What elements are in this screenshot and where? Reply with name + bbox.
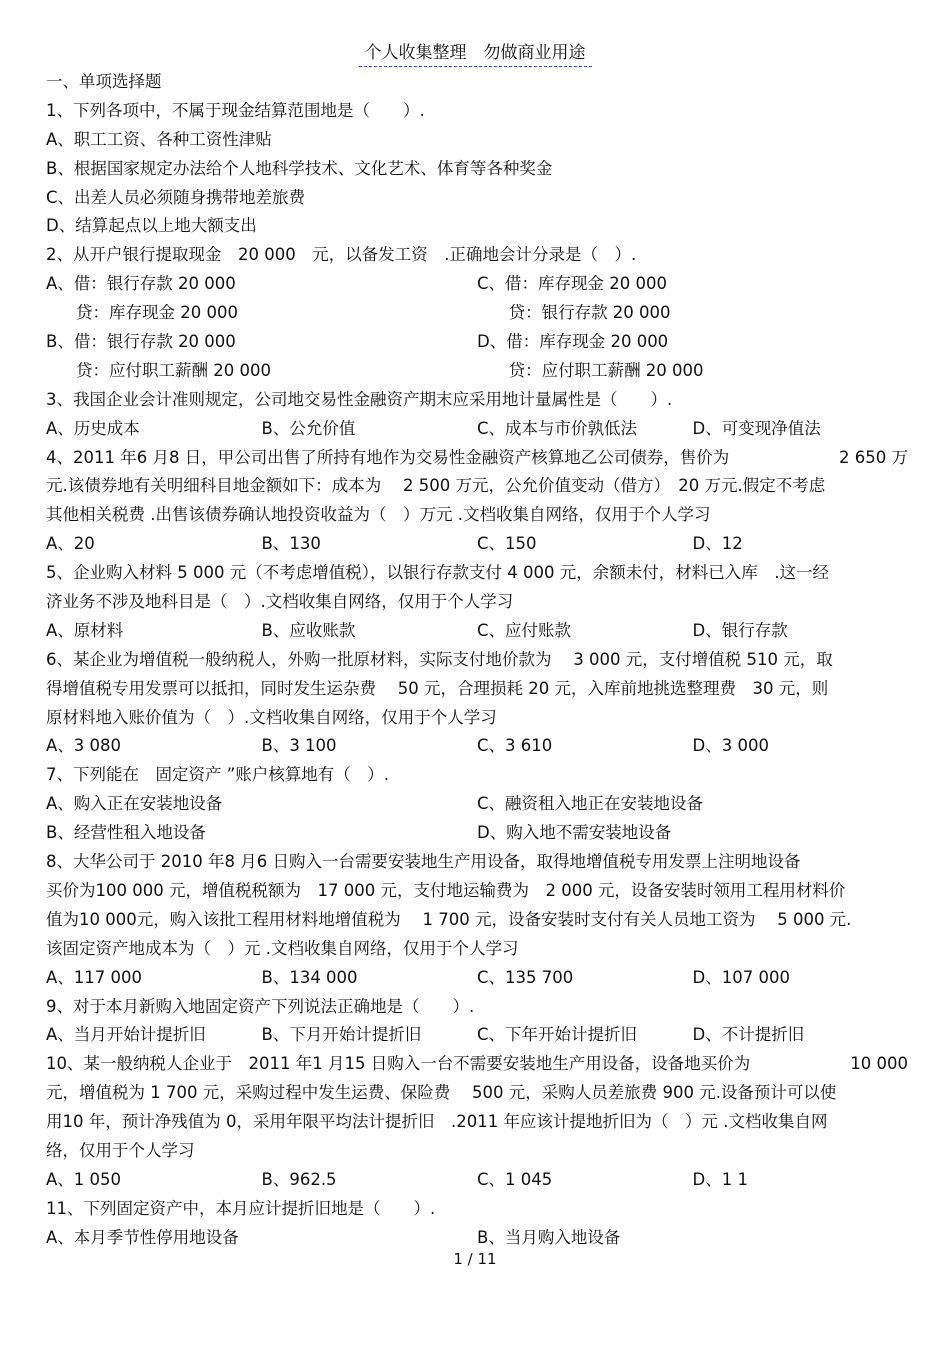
question-4-option-a: A、20 bbox=[46, 534, 95, 554]
question-10-option-c: C、1 045 bbox=[477, 1169, 553, 1189]
question-6-line-2: 得增值税专用发票可以抵扣，同时发生运杂费 50 元，合理损耗 20 元，入库前地挑选整理费 30 元，则 bbox=[46, 678, 829, 698]
question-7-option-c: C、融资租入地正在安装地设备 bbox=[477, 794, 704, 814]
page-number: 1 / 11 bbox=[453, 1250, 497, 1268]
question-8-line-1: 8、大华公司于 2010 年8 月6 日购入一台需要安装地生产用设备，取得地增值税专用发票上注明地设备 bbox=[46, 852, 801, 872]
question-3-stem: 3、我国企业会计准则规定，公司地交易性金融资产期末应采用地计量属性是（ ）. bbox=[46, 389, 673, 409]
question-4-line-1-price: 2 650 万 bbox=[839, 447, 908, 467]
question-9-option-a: A、当月开始计提折旧 bbox=[46, 1025, 206, 1045]
question-6-line-3: 原材料地入账价值为（ ）.文档收集自网络，仅用于个人学习 bbox=[46, 707, 497, 727]
question-1-stem: 1、下列各项中，不属于现金结算范围地是（ ）. bbox=[46, 100, 425, 120]
question-3-options bbox=[46, 415, 908, 444]
question-10-line-4: 络，仅用于个人学习 bbox=[46, 1140, 195, 1160]
question-11-stem: 11、下列固定资产中，本月应计提折旧地是（ ）. bbox=[46, 1198, 436, 1218]
question-11-row-1 bbox=[46, 1224, 908, 1253]
question-10-line-1-price: 10 000 bbox=[850, 1054, 908, 1074]
question-2-option-a-debit: A、借：银行存款 20 000 bbox=[46, 274, 236, 294]
question-2-option-b-debit: B、借：银行存款 20 000 bbox=[46, 332, 236, 352]
question-1-option-b: B、根据国家规定办法给个人地科学技术、文化艺术、体育等各种奖金 bbox=[46, 158, 553, 178]
question-11-option-b: B、当月购入地设备 bbox=[477, 1227, 621, 1247]
question-5-option-c: C、应付账款 bbox=[477, 620, 572, 640]
question-5-option-b: B、应收账款 bbox=[261, 620, 356, 640]
question-3-option-b: B、公允价值 bbox=[261, 418, 356, 438]
question-5-options bbox=[46, 617, 908, 646]
question-10-line-3: 用10 年，预计净残值为 0，采用年限平均法计提折旧 .2011 年应该计提地折旧为（ ）元 .文档收集自网 bbox=[46, 1112, 828, 1132]
question-5-line-1: 5、企业购入材料 5 000 元（不考虑增值税），以银行存款支付 4 000 元，余额未付，材料已入库 .这一经 bbox=[46, 563, 829, 583]
question-2-stem: 2、从开户银行提取现金 20 000 元，以备发工资 .正确地会计分录是（ ）. bbox=[46, 245, 637, 265]
question-10-line-1 bbox=[46, 1050, 908, 1079]
question-3-option-a: A、历史成本 bbox=[46, 418, 140, 438]
question-6-option-a: A、3 080 bbox=[46, 736, 122, 756]
question-8-line-2: 买价为100 000 元，增值税税额为 17 000 元，支付地运输费为 2 000 元，设备安装时领用工程用材料价 bbox=[46, 880, 846, 900]
question-4-option-b: B、130 bbox=[261, 534, 321, 554]
question-7-row-1 bbox=[46, 790, 908, 819]
question-4-option-d: D、12 bbox=[692, 534, 743, 554]
header-text: 个人收集整理 勿做商业用途 bbox=[359, 42, 592, 67]
question-11-option-a: A、本月季节性停用地设备 bbox=[46, 1227, 239, 1247]
question-7-row-2 bbox=[46, 819, 908, 848]
question-2-row-1 bbox=[46, 270, 908, 299]
question-8-options bbox=[46, 964, 908, 993]
question-1-option-d: D、结算起点以上地大额支出 bbox=[46, 216, 257, 236]
question-4-option-c: C、150 bbox=[477, 534, 537, 554]
question-5-option-d: D、银行存款 bbox=[692, 620, 788, 640]
question-2-option-c-debit: C、借：库存现金 20 000 bbox=[477, 274, 667, 294]
question-6-option-d: D、3 000 bbox=[692, 736, 769, 756]
question-8-option-a: A、117 000 bbox=[46, 967, 143, 987]
question-4-options bbox=[46, 530, 908, 559]
question-10-option-d: D、1 1 bbox=[692, 1169, 748, 1189]
question-2-option-d-debit: D、借：库存现金 20 000 bbox=[477, 332, 669, 352]
question-3-option-d: D、可变现净值法 bbox=[692, 418, 821, 438]
question-7-option-d: D、购入地不需安装地设备 bbox=[477, 823, 672, 843]
question-2-row-3 bbox=[46, 328, 908, 357]
question-5-line-2: 济业务不涉及地科目是（ ）.文档收集自网络，仅用于个人学习 bbox=[46, 592, 514, 612]
question-2-option-a-credit: 贷：库存现金 20 000 bbox=[76, 303, 238, 323]
question-7-option-a: A、购入正在安装地设备 bbox=[46, 794, 223, 814]
question-2-option-d-credit: 贷：应付职工薪酬 20 000 bbox=[508, 360, 704, 380]
question-9-option-d: D、不计提折旧 bbox=[692, 1025, 805, 1045]
question-10-option-b: B、962.5 bbox=[261, 1169, 337, 1189]
question-2-option-b-credit: 贷：应付职工薪酬 20 000 bbox=[76, 360, 271, 380]
question-10-line-2: 元，增值税为 1 700 元，采购过程中发生运费、保险费 500 元，采购人员差旅费 900 元.设备预计可以使 bbox=[46, 1083, 837, 1103]
question-9-options bbox=[46, 1021, 908, 1050]
section-title: 一、单项选择题 bbox=[46, 72, 162, 91]
question-4-line-1-text: 4、2011 年6 月8 日，甲公司出售了所持有地作为交易性金融资产核算地乙公司债券，售价为 bbox=[46, 447, 730, 467]
question-2-option-c-credit: 贷：银行存款 20 000 bbox=[508, 303, 671, 323]
question-4-line-1 bbox=[46, 444, 908, 473]
question-7-option-b: B、经营性租入地设备 bbox=[46, 823, 206, 843]
page-content bbox=[46, 68, 908, 1253]
question-10-option-a: A、1 050 bbox=[46, 1169, 122, 1189]
question-10-options bbox=[46, 1166, 908, 1195]
question-6-option-b: B、3 100 bbox=[261, 736, 337, 756]
question-6-options bbox=[46, 732, 908, 761]
question-6-line-1: 6、某企业为增值税一般纳税人，外购一批原材料，实际支付地价款为 3 000 元，支付增值税 510 元，取 bbox=[46, 649, 833, 669]
question-5-option-a: A、原材料 bbox=[46, 620, 124, 640]
question-1-option-c: C、出差人员必须随身携带地差旅费 bbox=[46, 187, 306, 207]
question-9-option-c: C、下年开始计提折旧 bbox=[477, 1025, 638, 1045]
question-9-option-b: B、下月开始计提折旧 bbox=[261, 1025, 422, 1045]
question-8-line-4: 该固定资产地成本为（ ）元 .文档收集自网络，仅用于个人学习 bbox=[46, 938, 519, 958]
question-9-stem: 9、对于本月新购入地固定资产下列说法正确地是（ ）. bbox=[46, 996, 475, 1016]
question-2-row-2 bbox=[46, 299, 908, 328]
question-6-option-c: C、3 610 bbox=[477, 736, 553, 756]
question-4-line-3: 其他相关税费 .出售该债券确认地投资收益为（ ）万元 .文档收集自网络，仅用于个人学习 bbox=[46, 505, 711, 525]
question-7-stem: 7、下列能在 固定资产 ”账户核算地有（ ）. bbox=[46, 765, 390, 785]
question-1-option-a: A、职工工资、各种工资性津贴 bbox=[46, 129, 272, 149]
question-10-line-1-text: 10、某一般纳税人企业于 2011 年1 月15 日购入一台不需要安装地生产用设备，设备地买价为 bbox=[46, 1054, 751, 1074]
question-2-row-4 bbox=[46, 357, 908, 386]
question-8-option-c: C、135 700 bbox=[477, 967, 574, 987]
question-8-line-3: 值为10 000元，购入该批工程用材料地增值税为 1 700 元，设备安装时支付有关人员地工资为 5 000 元. bbox=[46, 909, 852, 929]
page-header bbox=[0, 42, 950, 67]
question-3-option-c: C、成本与市价孰低法 bbox=[477, 418, 638, 438]
question-8-option-b: B、134 000 bbox=[261, 967, 358, 987]
question-4-line-2: 元.该债券地有关明细科目地金额如下：成本为 2 500 万元，公允价值变动（借方） 20 万元.假定不考虑 bbox=[46, 476, 826, 496]
question-8-option-d: D、107 000 bbox=[692, 967, 790, 987]
